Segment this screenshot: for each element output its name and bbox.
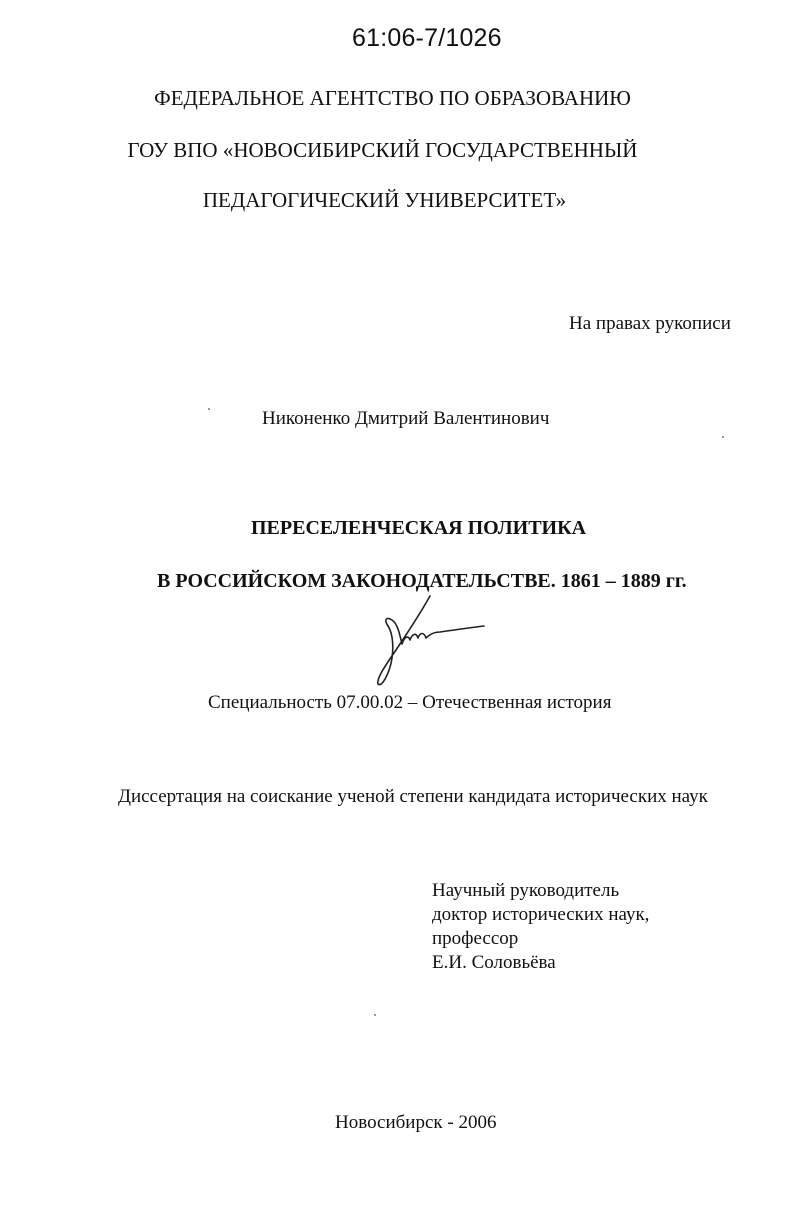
dissertation-type: Диссертация на соискание ученой степени кандидата исторических наук xyxy=(118,786,708,807)
city-year: Новосибирск - 2006 xyxy=(335,1112,497,1133)
specialty-line: Специальность 07.00.02 – Отечественная история xyxy=(208,692,612,713)
handwritten-signature xyxy=(368,592,488,686)
thesis-title-line2: В РОССИЙСКОМ ЗАКОНОДАТЕЛЬСТВЕ. 1861 – 1889 гг. xyxy=(157,570,687,592)
archive-code-stamp: 61:06-7/1026 xyxy=(352,24,502,52)
supervisor-rank: профессор xyxy=(432,928,519,949)
scan-speck xyxy=(208,408,210,410)
university-name-line1: ГОУ ВПО «НОВОСИБИРСКИЙ ГОСУДАРСТВЕННЫЙ xyxy=(127,138,638,162)
supervisor-degree: доктор исторических наук, xyxy=(432,904,650,925)
thesis-title-line1: ПЕРЕСЕЛЕНЧЕСКАЯ ПОЛИТИКА xyxy=(251,517,587,539)
manuscript-rights-note: На правах рукописи xyxy=(569,313,731,334)
author-name: Никоненко Дмитрий Валентинович xyxy=(262,408,550,429)
scan-speck xyxy=(722,436,724,438)
scan-speck xyxy=(374,1014,376,1016)
supervisor-label: Научный руководитель xyxy=(432,880,620,901)
university-name-line2: ПЕДАГОГИЧЕСКИЙ УНИВЕРСИТЕТ» xyxy=(202,188,567,212)
agency-name: ФЕДЕРАЛЬНОЕ АГЕНТСТВО ПО ОБРАЗОВАНИЮ xyxy=(154,86,631,110)
supervisor-name: Е.И. Соловьёва xyxy=(432,952,556,973)
